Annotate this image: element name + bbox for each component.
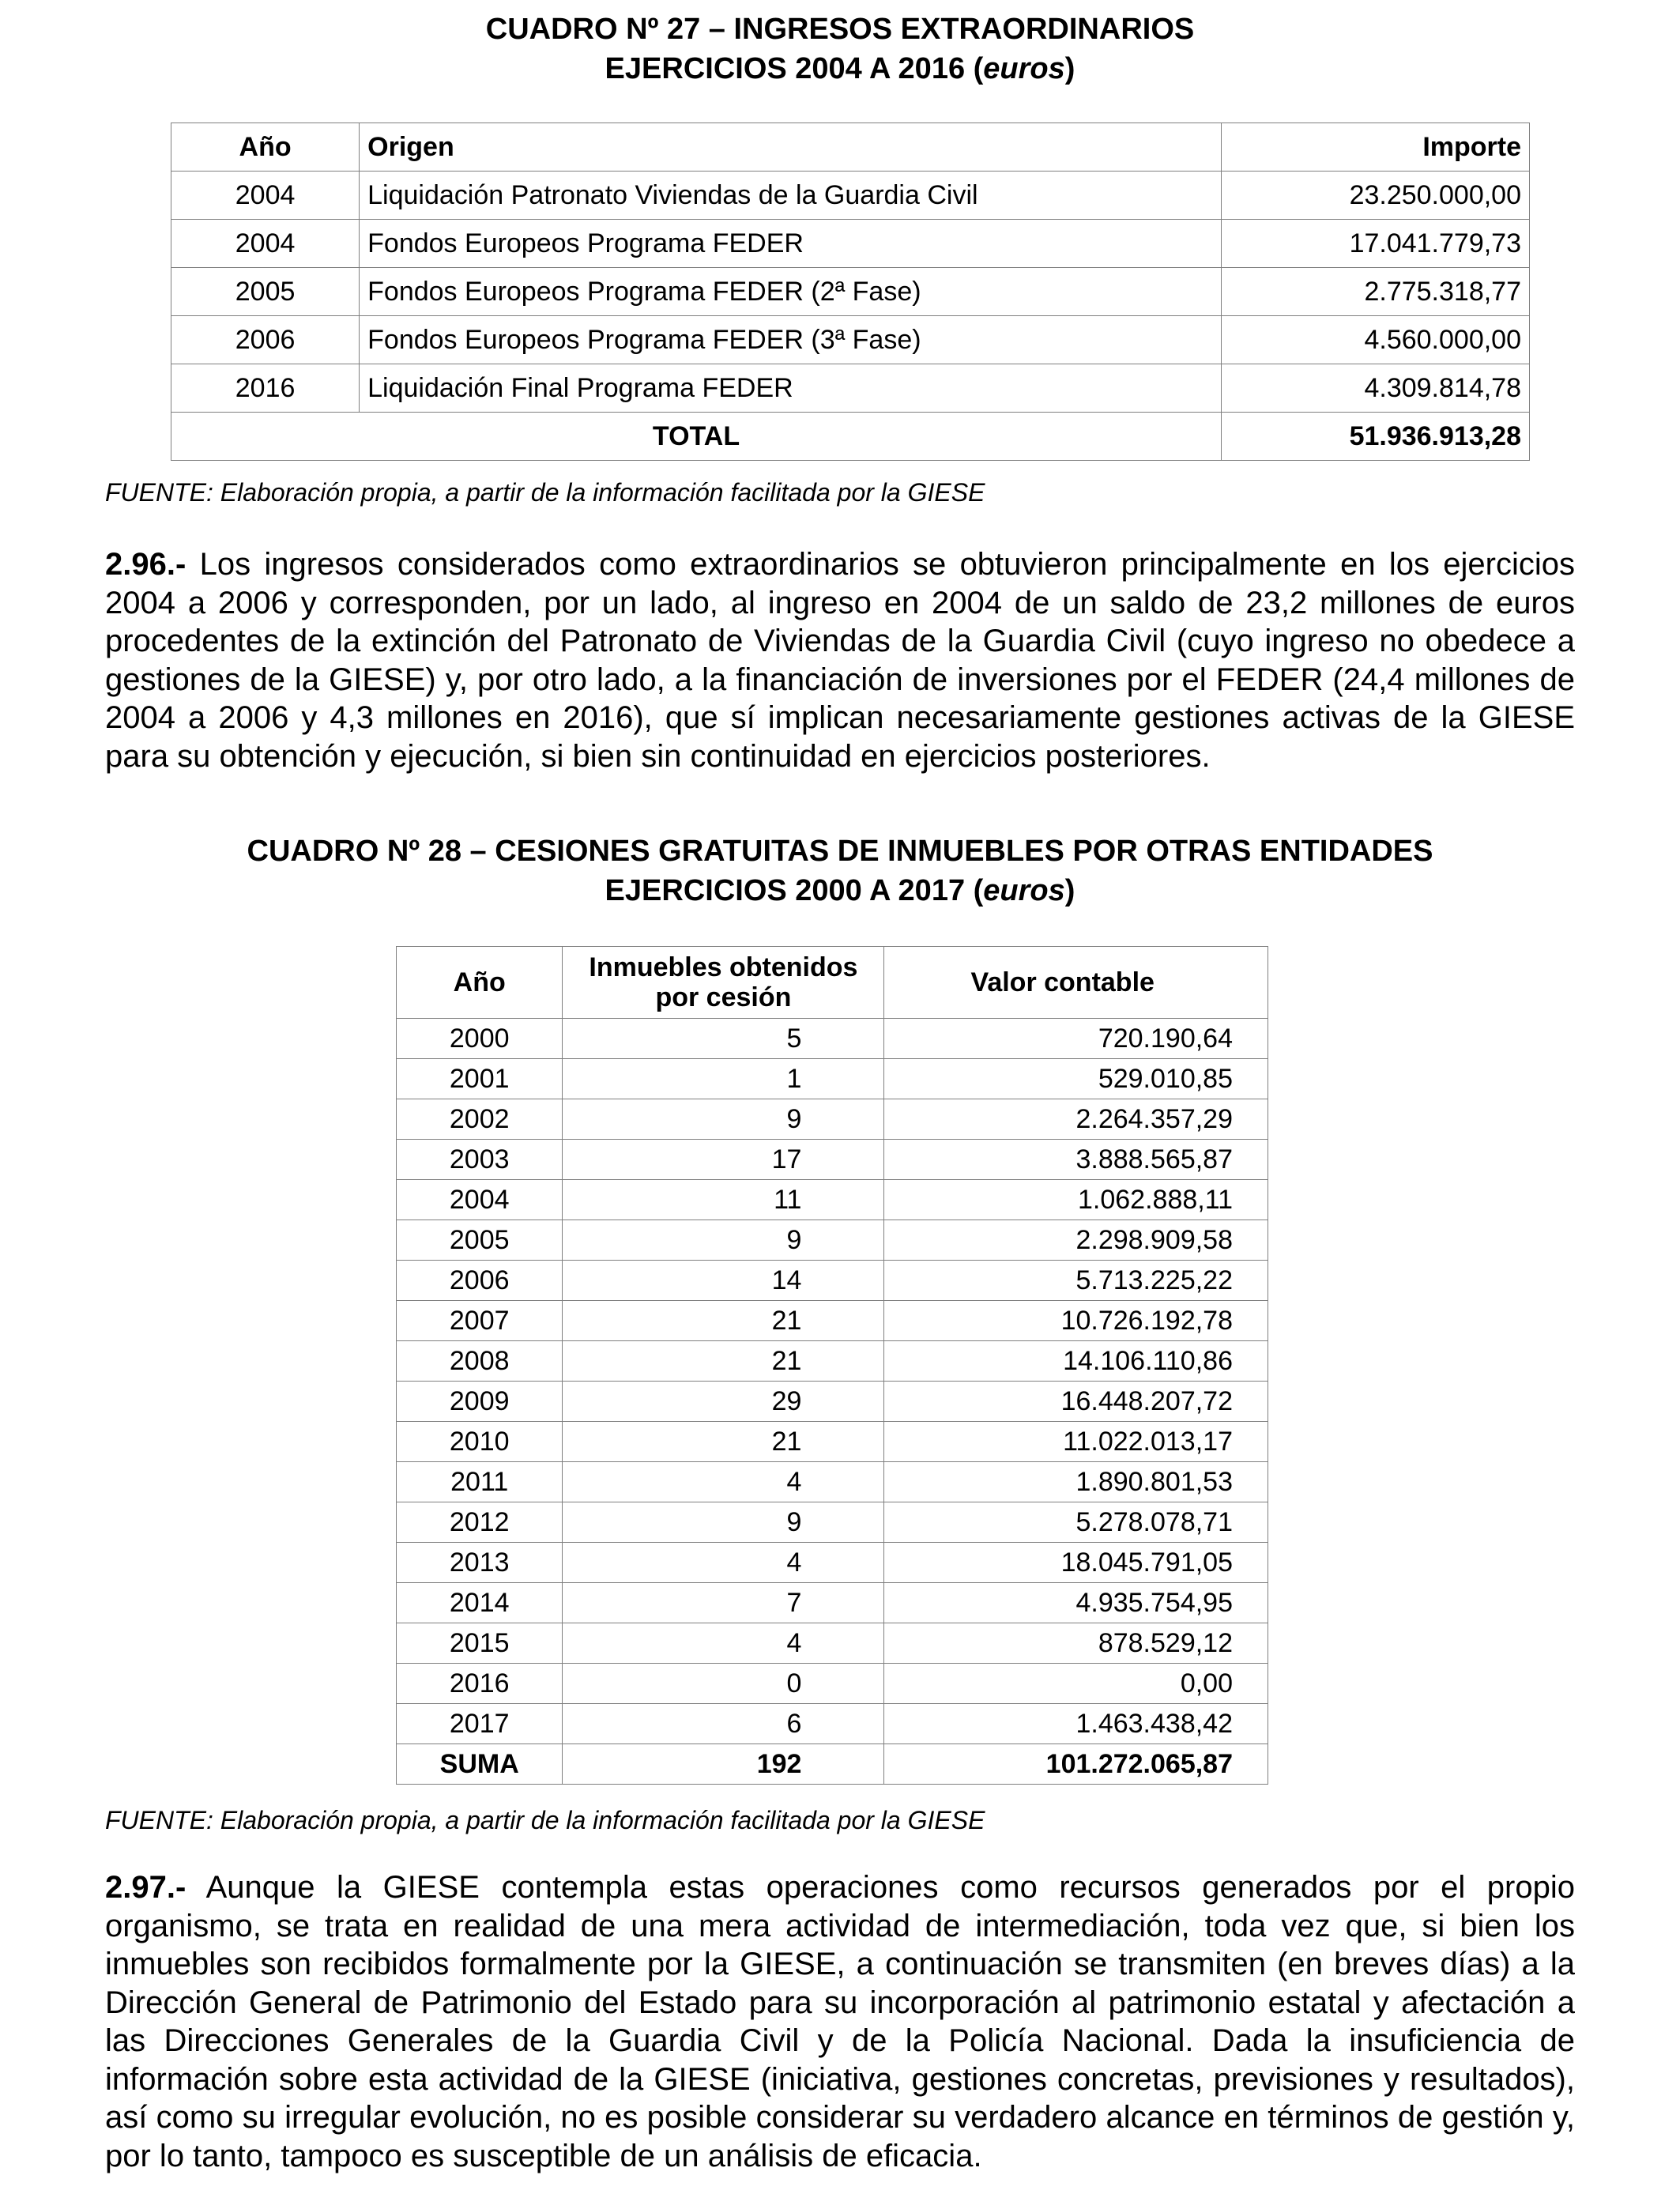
table-row	[397, 1502, 1268, 1543]
table-row	[397, 1301, 1268, 1341]
cuadro27-source: FUENTE: Elaboración propia, a partir de la información facilitada por la GIESE	[105, 478, 985, 507]
cuadro27-table	[171, 123, 1530, 461]
cuadro28-title	[0, 831, 1680, 910]
cell-year: 2006	[397, 1261, 563, 1301]
cell-year: 2013	[397, 1543, 563, 1583]
cell-count: 9	[563, 1099, 884, 1140]
cuadro28-title-line2: EJERCICIOS 2000 A 2017 (euros)	[605, 874, 1075, 907]
cell-year: 2007	[397, 1301, 563, 1341]
cuadro27-title-line2: EJERCICIOS 2004 A 2016 (euros)	[605, 52, 1075, 85]
table-row	[171, 172, 1530, 220]
cell-count: 29	[563, 1382, 884, 1422]
cell-year: 2004	[397, 1180, 563, 1220]
cell-count: 9	[563, 1220, 884, 1261]
cell-count: 7	[563, 1583, 884, 1623]
paragraph-2-96	[105, 545, 1575, 775]
table-row	[397, 1019, 1268, 1059]
cell-count: 17	[563, 1140, 884, 1180]
cell-year: 2014	[397, 1583, 563, 1623]
table-row	[397, 1059, 1268, 1099]
paragraph-text: Aunque la GIESE contempla estas operaciones como recursos generados por el propio organismo, se trata en realidad de una mera actividad de intermediación, toda vez que, si bien los inmuebles son recibidos formalmente por la GIESE, a continuación se transmiten (en breves días) a la Dirección General de Patrimonio del Estado para su incorporación al patrimonio estatal y afectación a las Direcciones Generales de la Guardia Civil y de la Policía Nacional. Dada la insuficiencia de información sobre esta actividad de la GIESE (iniciativa, gestiones concretas, previsiones y resultados), así como su irregular evolución, no es posible considerar su verdadero alcance en términos de gestión y, por lo tanto, tampoco es susceptible de un análisis de eficacia.	[105, 1870, 1575, 2173]
cell-value: 11.022.013,17	[884, 1422, 1268, 1462]
cell-origin: Liquidación Patronato Viviendas de la Guardia Civil	[360, 172, 1222, 220]
cell-amount: 2.775.318,77	[1222, 268, 1530, 316]
cell-amount: 17.041.779,73	[1222, 220, 1530, 268]
cell-count: 1	[563, 1059, 884, 1099]
cell-count: 4	[563, 1623, 884, 1664]
cell-count: 21	[563, 1341, 884, 1382]
cell-year: 2000	[397, 1019, 563, 1059]
cell-year: 2017	[397, 1704, 563, 1744]
cell-value: 4.935.754,95	[884, 1583, 1268, 1623]
cell-year: 2012	[397, 1502, 563, 1543]
table-row	[397, 1543, 1268, 1583]
cell-year: 2003	[397, 1140, 563, 1180]
cell-count: 6	[563, 1704, 884, 1744]
cell-origin: Liquidación Final Programa FEDER	[360, 364, 1222, 413]
table-row	[397, 1099, 1268, 1140]
table-row	[397, 1220, 1268, 1261]
cell-year: 2006	[171, 316, 360, 364]
cell-count: 11	[563, 1180, 884, 1220]
table-row	[171, 268, 1530, 316]
cell-value: 5.278.078,71	[884, 1502, 1268, 1543]
table-header-row	[397, 947, 1268, 1019]
table-row	[397, 1704, 1268, 1744]
cell-count: 4	[563, 1543, 884, 1583]
cell-value: 1.463.438,42	[884, 1704, 1268, 1744]
cuadro27-title	[0, 9, 1680, 89]
cell-value: 529.010,85	[884, 1059, 1268, 1099]
cell-year: 2004	[171, 220, 360, 268]
cell-count: 14	[563, 1261, 884, 1301]
cell-origin: Fondos Europeos Programa FEDER	[360, 220, 1222, 268]
cell-value: 720.190,64	[884, 1019, 1268, 1059]
cell-value: 5.713.225,22	[884, 1261, 1268, 1301]
cell-year: 2010	[397, 1422, 563, 1462]
cell-value: 16.448.207,72	[884, 1382, 1268, 1422]
header-year: Año	[397, 947, 563, 1019]
sum-count: 192	[563, 1744, 884, 1785]
header-origin: Origen	[360, 123, 1222, 172]
cell-amount: 23.250.000,00	[1222, 172, 1530, 220]
table-row	[397, 1140, 1268, 1180]
cell-count: 21	[563, 1301, 884, 1341]
table-row	[397, 1422, 1268, 1462]
table-row	[171, 316, 1530, 364]
cuadro28-title-line1: CUADRO Nº 28 – CESIONES GRATUITAS DE INMUEBLES POR OTRAS ENTIDADES	[247, 835, 1433, 868]
cell-year: 2002	[397, 1099, 563, 1140]
table-row	[397, 1261, 1268, 1301]
cell-value: 878.529,12	[884, 1623, 1268, 1664]
cell-year: 2009	[397, 1382, 563, 1422]
cuadro28-source: FUENTE: Elaboración propia, a partir de la información facilitada por la GIESE	[105, 1806, 985, 1834]
cuadro28-table	[396, 946, 1268, 1785]
table-row	[171, 220, 1530, 268]
cell-amount: 4.309.814,78	[1222, 364, 1530, 413]
cell-year: 2005	[171, 268, 360, 316]
table-row	[397, 1382, 1268, 1422]
table-header-row	[171, 123, 1530, 172]
cell-value: 2.298.909,58	[884, 1220, 1268, 1261]
total-row	[171, 413, 1530, 461]
cell-year: 2011	[397, 1462, 563, 1502]
cell-amount: 4.560.000,00	[1222, 316, 1530, 364]
header-year: Año	[171, 123, 360, 172]
cell-value: 0,00	[884, 1664, 1268, 1704]
paragraph-2-97	[105, 1868, 1575, 2175]
cell-value: 1.062.888,11	[884, 1180, 1268, 1220]
cell-value: 18.045.791,05	[884, 1543, 1268, 1583]
cell-year: 2015	[397, 1623, 563, 1664]
table-row	[397, 1180, 1268, 1220]
total-value: 51.936.913,28	[1222, 413, 1530, 461]
cell-year: 2004	[171, 172, 360, 220]
sum-label: SUMA	[397, 1744, 563, 1785]
header-count: Inmuebles obtenidos por cesión	[563, 947, 884, 1019]
cell-year: 2016	[397, 1664, 563, 1704]
cell-year: 2001	[397, 1059, 563, 1099]
header-value: Valor contable	[884, 947, 1268, 1019]
sum-value: 101.272.065,87	[884, 1744, 1268, 1785]
paragraph-number: 2.97.-	[105, 1870, 186, 1905]
cell-count: 4	[563, 1462, 884, 1502]
cell-count: 0	[563, 1664, 884, 1704]
cell-value: 14.106.110,86	[884, 1341, 1268, 1382]
total-label: TOTAL	[171, 413, 1222, 461]
table-row	[397, 1583, 1268, 1623]
sum-row	[397, 1744, 1268, 1785]
table-row	[397, 1664, 1268, 1704]
cell-value: 3.888.565,87	[884, 1140, 1268, 1180]
cell-origin: Fondos Europeos Programa FEDER (3ª Fase)	[360, 316, 1222, 364]
table-row	[397, 1341, 1268, 1382]
cell-count: 9	[563, 1502, 884, 1543]
cuadro27-title-line1: CUADRO Nº 27 – INGRESOS EXTRAORDINARIOS	[485, 13, 1195, 46]
header-amount: Importe	[1222, 123, 1530, 172]
table-row	[397, 1623, 1268, 1664]
table-row	[397, 1462, 1268, 1502]
cell-value: 2.264.357,29	[884, 1099, 1268, 1140]
table-row	[171, 364, 1530, 413]
cell-value: 1.890.801,53	[884, 1462, 1268, 1502]
cell-count: 21	[563, 1422, 884, 1462]
cell-year: 2005	[397, 1220, 563, 1261]
paragraph-text: Los ingresos considerados como extraordinarios se obtuvieron principalmente en los ejercicios 2004 a 2006 y corresponden, por un lado, al ingreso en 2004 de un saldo de 23,2 millones de euros procedentes de la extinción del Patronato de Viviendas de la Guardia Civil (cuyo ingreso no obedece a gestiones de la GIESE) y, por otro lado, a la financiación de inversiones por el FEDER (24,4 millones de 2004 a 2006 y 4,3 millones en 2016), que sí implican necesariamente gestiones activas de la GIESE para su obtención y ejecución, si bien sin continuidad en ejercicios posteriores.	[105, 547, 1575, 774]
cell-year: 2016	[171, 364, 360, 413]
cell-year: 2008	[397, 1341, 563, 1382]
cell-count: 5	[563, 1019, 884, 1059]
cell-origin: Fondos Europeos Programa FEDER (2ª Fase)	[360, 268, 1222, 316]
cell-value: 10.726.192,78	[884, 1301, 1268, 1341]
paragraph-number: 2.96.-	[105, 547, 186, 582]
